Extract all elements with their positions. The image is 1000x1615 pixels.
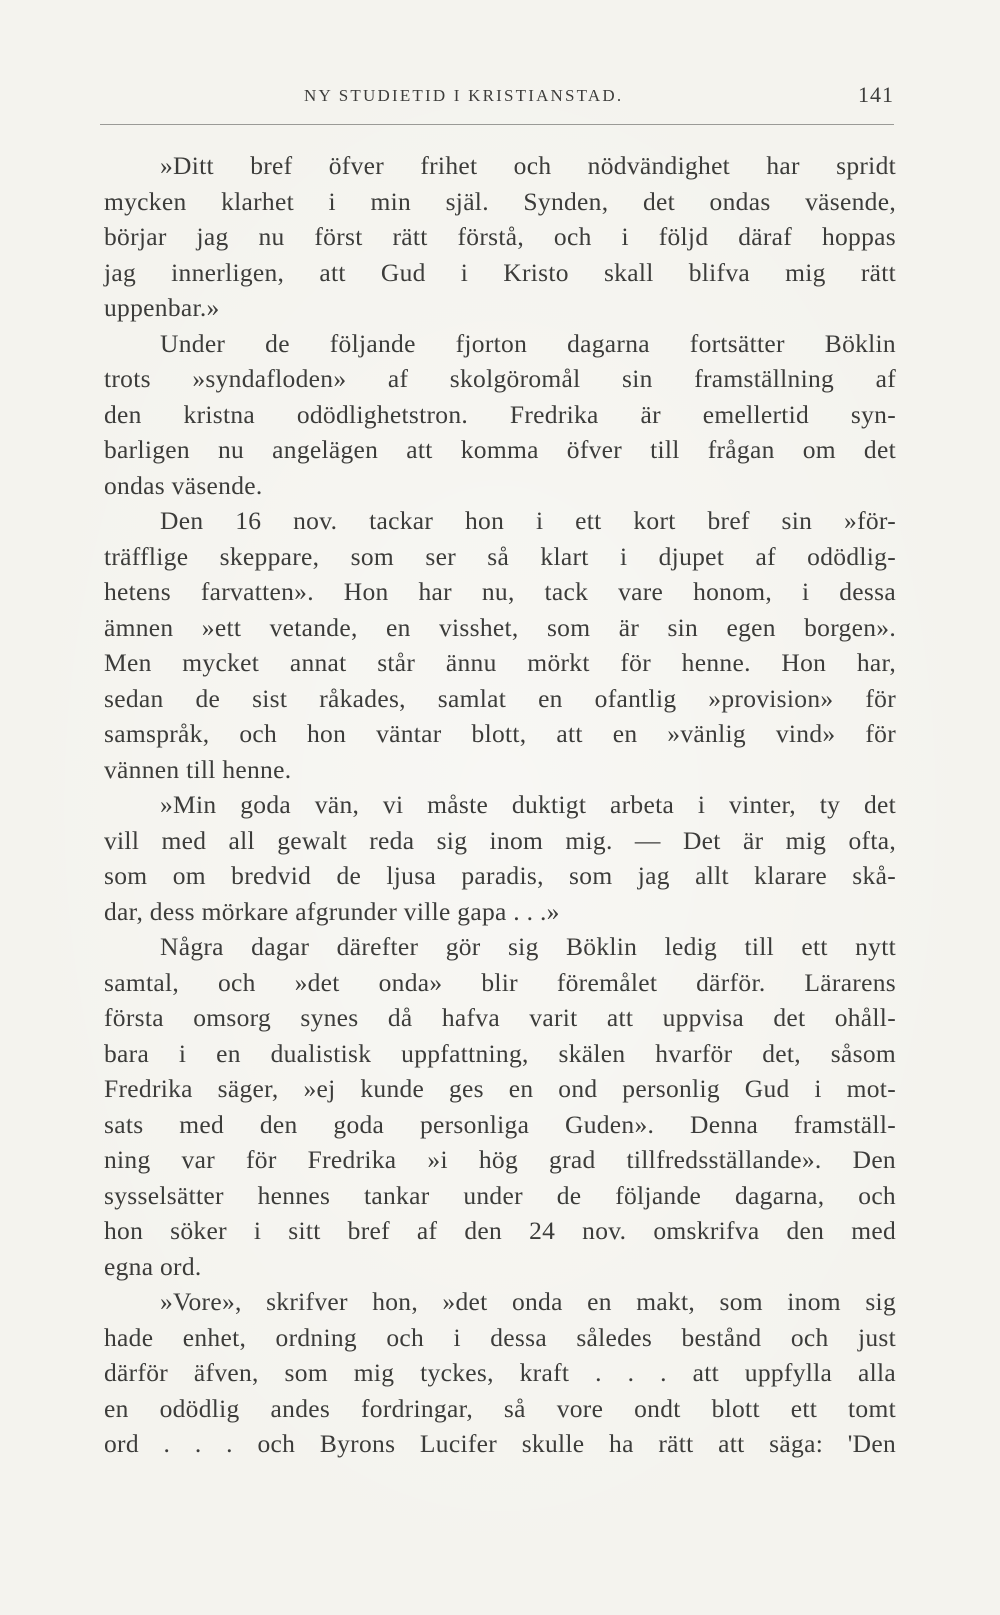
body-text: [104, 148, 896, 1462]
text-line: hon söker i sitt bref af den 24 nov. omskrifva den med: [104, 1216, 896, 1245]
text-line: trots »syndafloden» af skolgöromål sin framställning af: [104, 364, 896, 393]
text-line: samspråk, och hon väntar blott, att en »vänlig vind» för: [104, 719, 896, 748]
text-line: därför äfven, som mig tyckes, kraft . . . att uppfylla alla: [104, 1358, 896, 1387]
text-line: dar, dess mörkare afgrunder ville gapa . . .»: [104, 896, 560, 926]
text-line: ord . . . och Byrons Lucifer skulle ha rätt att säga: 'Den: [104, 1429, 896, 1458]
text-line: mycken klarhet i min själ. Synden, det ondas väsende,: [104, 186, 896, 216]
text-line: »Vore», skrifver hon, »det onda en makt, som inom sig: [160, 1287, 896, 1316]
text-line: »Min goda vän, vi måste duktigt arbeta i vinter, ty det: [160, 790, 896, 819]
text-line: sats med den goda personliga Guden». Denna framställ-: [104, 1109, 896, 1139]
text-line: sedan de sist råkades, samlat en ofantlig »provision» för: [104, 683, 896, 713]
text-line: ämnen »ett vetande, en visshet, som är sin egen borgen».: [104, 612, 896, 642]
text-line: ondas väsende.: [104, 470, 263, 500]
text-line: Under de följande fjorton dagarna fortsätter Böklin: [160, 328, 896, 358]
text-line: träfflige skeppare, som ser så klart i djupet af odödlig-: [104, 541, 896, 571]
text-line: uppenbar.»: [104, 293, 220, 322]
running-title: NY STUDIETID I KRISTIANSTAD.: [304, 86, 624, 105]
text-line: första omsorg synes då hafva varit att uppvisa det ohåll-: [104, 1003, 896, 1032]
running-head: [104, 78, 894, 110]
text-line: sysselsätter hennes tankar under de följande dagarna, och: [104, 1180, 896, 1210]
text-line: ning var för Fredrika »i hög grad tillfredsställande». Den: [104, 1145, 896, 1174]
page-number: 141: [858, 82, 894, 107]
text-line: bara i en dualistisk uppfattning, skälen hvarför det, såsom: [104, 1038, 896, 1068]
text-line: börjar jag nu först rätt förstå, och i följd däraf hoppas: [104, 222, 896, 251]
text-line: den kristna odödlighetstron. Fredrika är emellertid syn-: [104, 399, 896, 429]
text-line: »Ditt bref öfver frihet och nödvändighet har spridt: [160, 151, 896, 180]
text-line: Några dagar därefter gör sig Böklin ledig till ett nytt: [160, 932, 896, 961]
text-line: vill med all gewalt reda sig inom mig. — Det är mig ofta,: [104, 825, 896, 855]
text-line: som om bredvid de ljusa paradis, som jag allt klarare skå-: [104, 861, 896, 890]
text-line: barligen nu angelägen att komma öfver till frågan om det: [104, 435, 896, 464]
text-line: hade enhet, ordning och i dessa således bestånd och just: [104, 1322, 896, 1352]
text-line: en odödlig andes fordringar, så vore ondt blott ett tomt: [104, 1393, 896, 1423]
header-rule: [100, 124, 894, 125]
text-line: hetens farvatten». Hon har nu, tack vare honom, i dessa: [104, 577, 896, 606]
text-line: jag innerligen, att Gud i Kristo skall blifva mig rätt: [104, 257, 896, 287]
text-line: Fredrika säger, »ej kunde ges en ond personlig Gud i mot-: [104, 1074, 896, 1103]
text-line: vännen till henne.: [104, 754, 292, 784]
text-line: Den 16 nov. tackar hon i ett kort bref sin »för-: [160, 506, 896, 535]
text-line: samtal, och »det onda» blir föremålet därför. Lärarens: [104, 967, 896, 997]
text-line: Men mycket annat står ännu mörkt för henne. Hon har,: [104, 648, 896, 677]
text-line: egna ord.: [104, 1251, 202, 1281]
